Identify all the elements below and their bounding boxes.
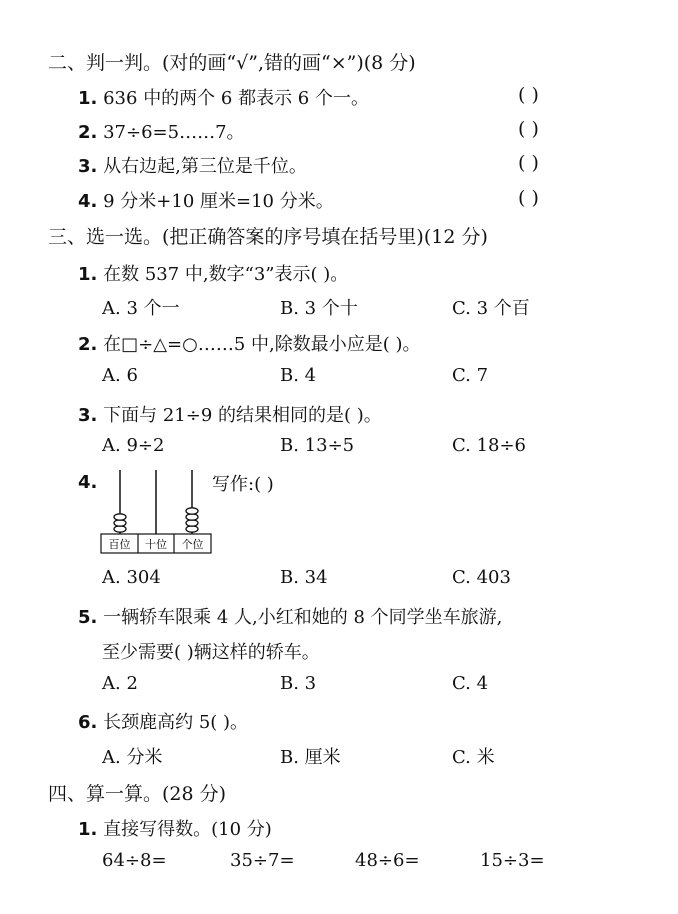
s3-q5 [78,603,502,629]
s3-q4-number: 4. [78,472,98,493]
abacus-label-hundreds: 百位 [108,538,131,551]
s3-q5-text-line2: 至少需要( )辆这样的轿车。 [102,642,320,663]
s3-q4-option-a[interactable]: A. 304 [102,567,161,588]
s3-q5-number: 5. [78,607,98,628]
s2-q4-number: 4. [78,191,98,212]
s2-q4-text: 9 分米+10 厘米=10 分米。 [103,191,334,212]
s3-q4-option-b[interactable]: B. 34 [280,567,328,588]
s3-q2-option-a[interactable]: A. 6 [102,365,138,386]
s2-q4-answer-paren[interactable]: ( ) [518,187,539,209]
s3-q5-option-a[interactable]: A. 2 [102,673,138,694]
s3-q3-option-c[interactable]: C. 18÷6 [452,435,527,456]
s3-q3-option-b[interactable]: B. 13÷5 [280,435,355,456]
s2-q1-number: 1. [78,88,98,109]
s3-q2-text: 在□÷△=○……5 中,除数最小应是( )。 [103,334,421,355]
s3-q1-option-c[interactable]: C. 3 个百 [452,298,530,319]
s4-q1-problem-2[interactable]: 35÷7= [230,850,295,871]
abacus-diagram [100,468,212,554]
s3-q1-option-b[interactable]: B. 3 个十 [280,298,358,319]
s3-q1-number: 1. [78,264,98,285]
s3-q5-option-c[interactable]: C. 4 [452,673,489,694]
s3-q6-number: 6. [78,712,98,733]
s2-q4 [78,187,334,213]
abacus-beads-ones [186,508,198,532]
section-3-title: 三、选一选。(把正确答案的序号填在括号里)(12 分) [48,226,488,248]
s3-q3 [78,401,382,427]
s2-q2-answer-paren[interactable]: ( ) [518,118,539,140]
s2-q3-answer-paren[interactable]: ( ) [518,152,539,174]
s3-q6-option-a[interactable]: A. 分米 [102,747,163,768]
s2-q3 [78,152,307,178]
s3-q2 [78,330,421,356]
s3-q3-text: 下面与 21÷9 的结果相同的是( )。 [103,405,382,426]
s3-q6-text: 长颈鹿高约 5( )。 [103,712,249,733]
section-2-title: 二、判一判。(对的画“√”,错的画“×”)(8 分) [48,52,416,74]
s3-q4-option-c[interactable]: C. 403 [452,567,511,588]
s2-q1-answer-paren[interactable]: ( ) [518,84,539,106]
s4-q1-problem-3[interactable]: 48÷6= [355,850,420,871]
s4-q1-problem-4[interactable]: 15÷3= [480,850,545,871]
s2-q1-text: 636 中的两个 6 都表示 6 个一。 [103,88,369,109]
s3-q2-number: 2. [78,334,98,355]
s4-q1-problem-1[interactable]: 64÷8= [102,850,167,871]
s2-q2-number: 2. [78,122,98,143]
s3-q2-option-c[interactable]: C. 7 [452,365,489,386]
s3-q5-text-line1: 一辆轿车限乘 4 人,小红和她的 8 个同学坐车旅游, [103,607,503,628]
s3-q1-option-a[interactable]: A. 3 个一 [102,298,180,319]
s3-q1 [78,260,348,286]
abacus-label-ones: 个位 [181,538,204,551]
s2-q1 [78,84,369,110]
abacus-beads-hundreds [114,514,126,532]
s3-q3-number: 3. [78,405,98,426]
s2-q2 [78,118,245,144]
s3-q3-option-a[interactable]: A. 9÷2 [102,435,165,456]
s4-q1-text: 直接写得数。(10 分) [103,819,272,840]
s3-q2-option-b[interactable]: B. 4 [280,365,317,386]
s2-q3-text: 从右边起,第三位是千位。 [103,156,307,177]
s3-q1-text: 在数 537 中,数字“3”表示( )。 [103,264,349,285]
s2-q2-text: 37÷6=5……7。 [103,122,245,143]
s4-q1-number: 1. [78,819,98,840]
s4-q1 [78,815,272,841]
s3-q6 [78,708,248,734]
s3-q6-option-b[interactable]: B. 厘米 [280,747,341,768]
s3-q4-write-prompt[interactable]: 写作:( ) [212,474,274,495]
s3-q6-option-c[interactable]: C. 米 [452,747,495,768]
section-4-title: 四、算一算。(28 分) [48,783,227,805]
s2-q3-number: 3. [78,156,98,177]
s3-q5-option-b[interactable]: B. 3 [280,673,317,694]
abacus-label-tens: 十位 [145,538,167,551]
